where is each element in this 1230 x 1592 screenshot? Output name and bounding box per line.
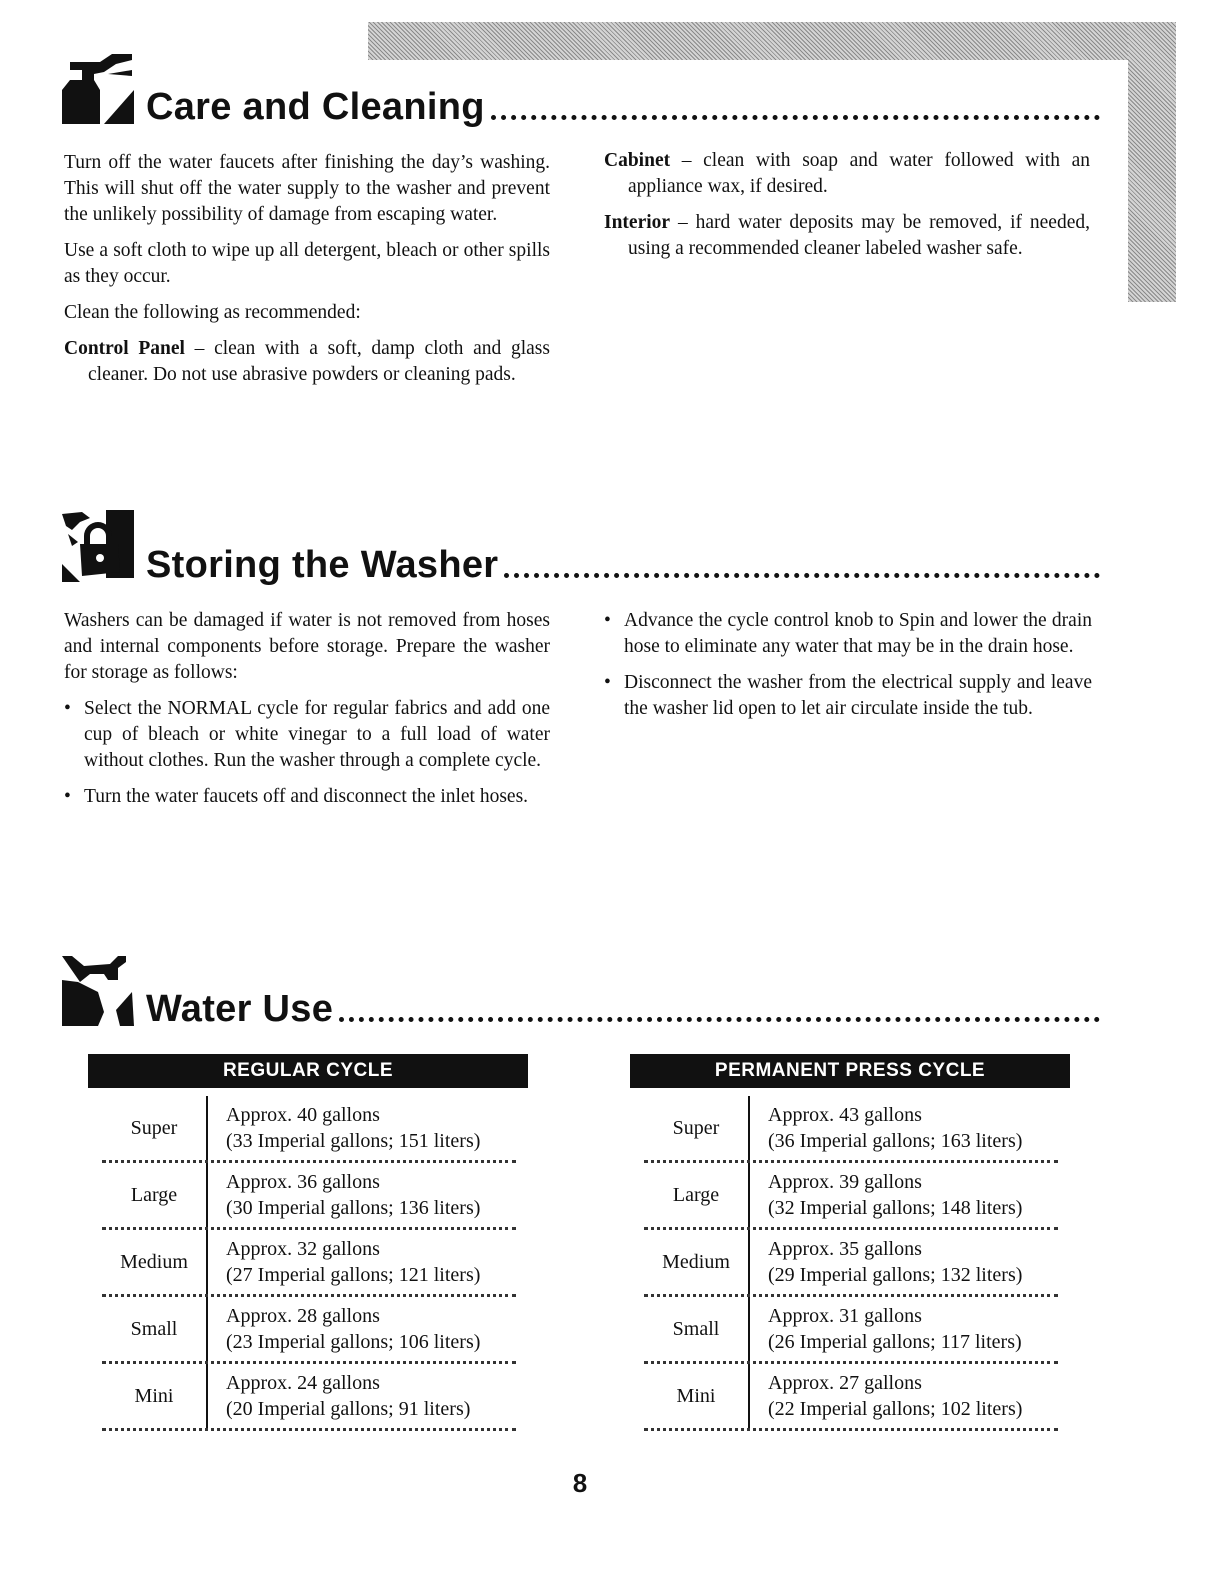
page-number: 8 (572, 1468, 588, 1498)
storing-right-column (604, 608, 1092, 732)
water-title-leader (339, 1017, 1100, 1022)
imperial-liters-line: (33 Imperial gallons; 151 liters) (226, 1130, 481, 1152)
load-size-cell: Large (102, 1163, 208, 1227)
care-paragraph-1: Turn off the water faucets after finishing the day’s washing. This will shut off the water supply to the washer and prevent the unlikely possibility of damage from escaping water. (64, 152, 550, 225)
storing-section-heading (60, 508, 1100, 584)
cabinet-item (604, 148, 1090, 200)
load-size-cell: Super (644, 1096, 750, 1160)
water-amount-cell (208, 1163, 480, 1227)
cabinet-term: Cabinet (604, 150, 671, 171)
load-size-cell: Mini (102, 1364, 208, 1428)
regular-cycle-rows (88, 1096, 528, 1431)
interior-text: – hard water deposits may be removed, if needed, using a recommended cleaner labeled washer safe. (628, 212, 1090, 259)
water-amount-cell (208, 1096, 480, 1160)
care-paragraph-2: Use a soft cloth to wipe up all detergent, bleach or other spills as they occur. (64, 240, 550, 287)
care-paragraph-3: Clean the following as recommended: (64, 302, 361, 323)
regular-cycle-table (88, 1054, 528, 1431)
imperial-liters-line: (29 Imperial gallons; 132 liters) (768, 1264, 1023, 1286)
faucet-icon (60, 952, 136, 1028)
imperial-liters-line: (22 Imperial gallons; 102 liters) (768, 1398, 1023, 1420)
storing-left-bullets (64, 696, 550, 810)
list-item: • Advance the cycle control knob to Spin and lower the drain hose to eliminate any water that may be in the drain hose. (604, 608, 1092, 660)
storing-right-bullets (604, 608, 1092, 722)
permanent-press-rows (630, 1096, 1070, 1431)
storing-title-leader (504, 573, 1100, 578)
table-row (644, 1163, 1058, 1230)
list-item: • Disconnect the washer from the electrical supply and leave the washer lid open to let air circulate inside the tub. (604, 670, 1092, 722)
table-row (644, 1364, 1058, 1431)
table-row (102, 1230, 516, 1297)
table-row (644, 1230, 1058, 1297)
water-amount-cell (750, 1297, 1022, 1361)
care-left-column (64, 150, 550, 398)
water-amount-cell (208, 1364, 470, 1428)
imperial-liters-line: (36 Imperial gallons; 163 liters) (768, 1130, 1023, 1152)
interior-item (604, 210, 1090, 262)
list-item: • Select the NORMAL cycle for regular fabrics and add one cup of bleach or white vinegar to a full load of water without clothes. Run the washer through a complete cycle. (64, 696, 550, 774)
load-size-cell: Small (102, 1297, 208, 1361)
water-section-heading (60, 952, 1100, 1028)
water-amount-cell (750, 1096, 1022, 1160)
table-row (644, 1297, 1058, 1364)
table-row (102, 1096, 516, 1163)
control-panel-item (64, 336, 550, 388)
padlock-icon (60, 508, 136, 584)
gallons-line: Approx. 35 gallons (768, 1238, 922, 1260)
table-row (102, 1163, 516, 1230)
imperial-liters-line: (30 Imperial gallons; 136 liters) (226, 1197, 481, 1219)
care-right-column (604, 148, 1090, 272)
table-row (102, 1364, 516, 1431)
permanent-press-table (630, 1054, 1070, 1431)
margin-screen-band (1128, 22, 1176, 302)
gallons-line: Approx. 36 gallons (226, 1171, 380, 1193)
water-title: Water Use (146, 988, 334, 1030)
load-size-cell: Medium (102, 1230, 208, 1294)
regular-cycle-header: REGULAR CYCLE (88, 1054, 528, 1088)
load-size-cell: Super (102, 1096, 208, 1160)
control-panel-text: – clean with a soft, damp cloth and glass cleaner. Do not use abrasive powders or cleaning pads. (88, 338, 550, 385)
gallons-line: Approx. 27 gallons (768, 1372, 922, 1394)
care-section-heading (60, 50, 1100, 126)
table-row (102, 1297, 516, 1364)
care-title: Care and Cleaning (146, 86, 485, 128)
water-amount-cell (750, 1364, 1022, 1428)
load-size-cell: Large (644, 1163, 750, 1227)
load-size-cell: Small (644, 1297, 750, 1361)
imperial-liters-line: (32 Imperial gallons; 148 liters) (768, 1197, 1023, 1219)
load-size-cell: Medium (644, 1230, 750, 1294)
care-title-leader (491, 115, 1100, 120)
water-amount-cell (750, 1163, 1022, 1227)
gallons-line: Approx. 32 gallons (226, 1238, 380, 1260)
water-amount-cell (208, 1230, 480, 1294)
imperial-liters-line: (26 Imperial gallons; 117 liters) (768, 1331, 1022, 1353)
imperial-liters-line: (27 Imperial gallons; 121 liters) (226, 1264, 481, 1286)
gallons-line: Approx. 31 gallons (768, 1305, 922, 1327)
list-item: • Turn the water faucets off and disconnect the inlet hoses. (64, 784, 550, 810)
water-amount-cell (208, 1297, 480, 1361)
cabinet-text: – clean with soap and water followed with an appliance wax, if desired. (628, 150, 1090, 197)
storing-intro: Washers can be damaged if water is not removed from hoses and internal components before storage. Prepare the washer for storage as follows: (64, 610, 550, 683)
storing-title: Storing the Washer (146, 544, 499, 586)
permanent-press-header: PERMANENT PRESS CYCLE (630, 1054, 1070, 1088)
gallons-line: Approx. 28 gallons (226, 1305, 380, 1327)
table-row (644, 1096, 1058, 1163)
imperial-liters-line: (23 Imperial gallons; 106 liters) (226, 1331, 481, 1353)
gallons-line: Approx. 24 gallons (226, 1372, 380, 1394)
water-amount-cell (750, 1230, 1022, 1294)
gallons-line: Approx. 40 gallons (226, 1104, 380, 1126)
gallons-line: Approx. 43 gallons (768, 1104, 922, 1126)
spray-bottle-icon (60, 50, 136, 126)
gallons-line: Approx. 39 gallons (768, 1171, 922, 1193)
load-size-cell: Mini (644, 1364, 750, 1428)
imperial-liters-line: (20 Imperial gallons; 91 liters) (226, 1398, 471, 1420)
control-panel-term: Control Panel (64, 338, 185, 359)
storing-left-column (64, 608, 550, 820)
interior-term: Interior (604, 212, 671, 233)
